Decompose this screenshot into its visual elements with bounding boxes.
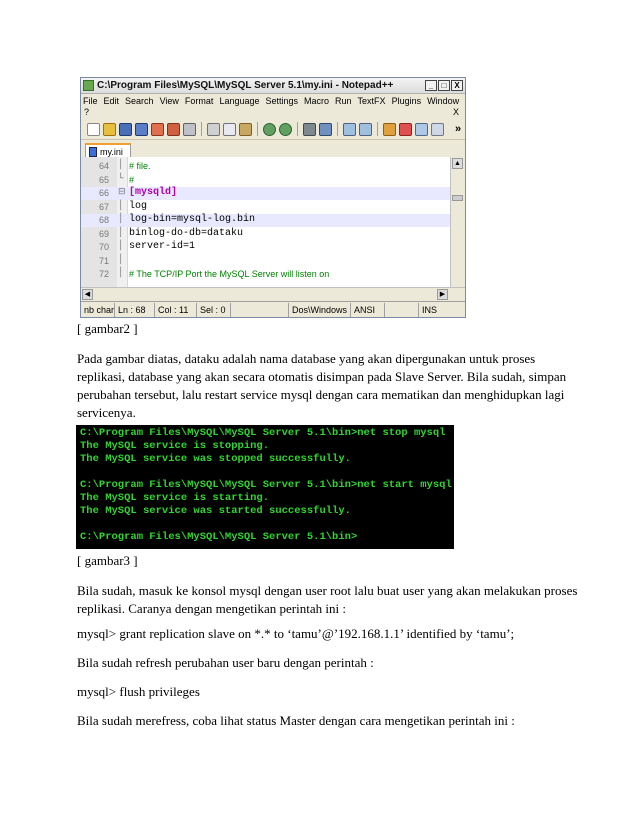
mysql-grant-command: mysql> grant replication slave on *.* to ‘tamu’@’192.168.1.1’ identified by ‘tamu’; bbox=[77, 626, 515, 641]
menu-edit[interactable]: Edit bbox=[103, 95, 120, 106]
editor-area[interactable] bbox=[81, 157, 465, 287]
paragraph-4: Bila sudah merefress, coba lihat status Master dengan cara mengetikan perintah ini : bbox=[77, 713, 515, 728]
horizontal-scrollbar[interactable] bbox=[81, 287, 465, 301]
close-document-button[interactable]: X bbox=[452, 107, 459, 117]
line-number: 66 bbox=[98, 188, 109, 198]
close-file-icon[interactable] bbox=[151, 123, 164, 136]
scroll-right-icon[interactable]: ▶ bbox=[437, 289, 448, 300]
fold-line-marker: │ bbox=[118, 268, 124, 278]
paragraph-1: Pada gambar diatas, dataku adalah nama database yang akan dipergunakan untuk proses replikasi, database yang akan secara otomatis disimpan pada Slave Server. Bila sudah, simpan perubahan tersebut, lalu restart service mysql dengan cara mematikan dan menghidupkan lagi servicenya. bbox=[77, 351, 567, 420]
toolbar bbox=[81, 119, 465, 140]
save-all-icon[interactable] bbox=[135, 123, 148, 136]
toolbar-separator bbox=[297, 122, 298, 136]
code-line bbox=[81, 241, 451, 254]
status-eol: Dos\Windows bbox=[289, 303, 351, 317]
print-icon[interactable] bbox=[183, 123, 196, 136]
console-line: The MySQL service was stopped successfully. bbox=[80, 453, 351, 465]
toolbar-separator bbox=[257, 122, 258, 136]
maximize-button[interactable]: □ bbox=[438, 80, 450, 91]
code-line bbox=[81, 201, 451, 214]
code-text: # file. bbox=[129, 161, 151, 171]
scroll-left-icon[interactable]: ◀ bbox=[82, 289, 93, 300]
fold-line-marker: │ bbox=[118, 214, 124, 224]
toolbar-separator bbox=[201, 122, 202, 136]
menu-bar-row2 bbox=[81, 107, 465, 119]
code-text: [mysqld] bbox=[129, 187, 178, 198]
minimize-button[interactable]: _ bbox=[425, 80, 437, 91]
tab-label: my.ini bbox=[100, 146, 123, 157]
code-line bbox=[81, 214, 451, 227]
fold-line-marker: │ bbox=[118, 254, 124, 265]
line-number: 70 bbox=[98, 242, 109, 252]
fold-line-marker: │ bbox=[118, 241, 124, 251]
replace-icon[interactable] bbox=[319, 123, 332, 136]
menu-help[interactable]: ? bbox=[84, 107, 90, 117]
fold-line-marker: └ bbox=[118, 173, 124, 184]
status-line: Ln : 68 bbox=[115, 303, 155, 317]
menu-view[interactable]: View bbox=[159, 95, 179, 106]
file-saved-icon bbox=[89, 147, 97, 157]
fold-collapse-icon[interactable]: ⊟ bbox=[118, 187, 126, 197]
console-line: C:\Program Files\MySQL\MySQL Server 5.1\bin>net stop mysql bbox=[80, 427, 446, 439]
status-length: nb char bbox=[81, 303, 115, 317]
code-line bbox=[81, 174, 451, 187]
console-line: The MySQL service is starting. bbox=[80, 492, 270, 504]
paragraph-3: Bila sudah refresh perubahan user baru dengan perintah : bbox=[77, 655, 374, 670]
vertical-scrollbar[interactable] bbox=[450, 157, 465, 287]
window-title: C:\Program Files\MySQL\MySQL Server 5.1\my.ini - Notepad++ bbox=[97, 80, 394, 91]
status-blank bbox=[231, 303, 289, 317]
fold-line-marker: │ bbox=[118, 200, 124, 211]
caption-gambar3: [ gambar3 ] bbox=[77, 553, 138, 568]
code-text: log bbox=[129, 200, 148, 212]
open-folder-icon[interactable] bbox=[103, 123, 116, 136]
line-number: 69 bbox=[98, 228, 109, 239]
console-line: The MySQL service was started successfully. bbox=[80, 505, 351, 517]
code-text: log-bin=mysql-log.bin bbox=[129, 214, 256, 225]
menu-file[interactable]: File bbox=[83, 95, 98, 106]
menu-search[interactable]: Search bbox=[125, 95, 154, 106]
redo-icon[interactable] bbox=[279, 123, 292, 136]
wrap-icon[interactable] bbox=[399, 123, 412, 136]
code-line bbox=[81, 228, 451, 241]
toolbar-separator bbox=[377, 122, 378, 136]
line-number: 68 bbox=[98, 215, 109, 225]
notepad-screenshot bbox=[80, 77, 466, 318]
menu-window[interactable]: Window bbox=[427, 95, 460, 106]
indent-guide-icon[interactable] bbox=[415, 123, 428, 136]
scroll-thumb[interactable] bbox=[452, 195, 463, 201]
code-line bbox=[81, 160, 451, 173]
cut-icon[interactable] bbox=[207, 123, 220, 136]
console-line: C:\Program Files\MySQL\MySQL Server 5.1\bin> bbox=[80, 531, 358, 543]
code-line bbox=[81, 255, 451, 268]
console-line: The MySQL service is stopping. bbox=[80, 440, 270, 452]
sync-scroll-icon[interactable] bbox=[383, 123, 396, 136]
paste-icon[interactable] bbox=[239, 123, 252, 136]
status-selection: Sel : 0 bbox=[197, 303, 231, 317]
console-screenshot bbox=[76, 425, 454, 549]
status-column: Col : 11 bbox=[155, 303, 197, 317]
line-number: 65 bbox=[98, 174, 109, 185]
menu-textfx[interactable]: TextFX bbox=[357, 95, 386, 106]
menu-format[interactable]: Format bbox=[184, 95, 214, 106]
menu-language[interactable]: Language bbox=[219, 95, 260, 106]
toolbar-separator bbox=[337, 122, 338, 136]
show-all-icon[interactable] bbox=[431, 123, 444, 136]
close-button[interactable]: X bbox=[451, 80, 463, 91]
copy-icon[interactable] bbox=[223, 123, 236, 136]
find-icon[interactable] bbox=[303, 123, 316, 136]
code-text: # The TCP/IP Port the MySQL Server will listen on bbox=[129, 269, 330, 279]
code-line bbox=[81, 187, 451, 200]
menu-bar bbox=[81, 94, 465, 107]
menu-plugins[interactable]: Plugins bbox=[391, 95, 422, 106]
fold-line-marker: │ bbox=[118, 227, 124, 238]
zoom-out-icon[interactable] bbox=[359, 123, 372, 136]
line-number: 67 bbox=[98, 201, 109, 212]
paragraph-2: Bila sudah, masuk ke konsol mysql dengan user root lalu buat user yang akan melakukan proses replikasi. Caranya dengan mengetikan perintah ini : bbox=[77, 583, 578, 616]
mysql-flush-command: mysql> flush privileges bbox=[77, 684, 200, 699]
caption-gambar2: [ gambar2 ] bbox=[77, 321, 138, 336]
line-number: 72 bbox=[98, 269, 109, 279]
status-bar bbox=[81, 301, 465, 318]
zoom-in-icon[interactable] bbox=[343, 123, 356, 136]
fold-line-marker: │ bbox=[118, 160, 124, 170]
menu-settings[interactable]: Settings bbox=[265, 95, 299, 106]
window-titlebar[interactable] bbox=[81, 78, 465, 94]
tab-my-ini[interactable] bbox=[85, 143, 131, 158]
code-text: server-id=1 bbox=[129, 241, 196, 252]
close-all-icon[interactable] bbox=[167, 123, 180, 136]
notepad-app-icon bbox=[83, 80, 94, 91]
menu-macro[interactable]: Macro bbox=[304, 95, 330, 106]
code-line bbox=[81, 268, 451, 281]
status-blank2 bbox=[385, 303, 419, 317]
toolbar-more-icon[interactable]: » bbox=[455, 123, 462, 135]
line-number: 71 bbox=[98, 255, 109, 266]
menu-run[interactable]: Run bbox=[335, 95, 352, 106]
code-text: binlog-do-db=dataku bbox=[129, 227, 244, 239]
new-file-icon[interactable] bbox=[87, 123, 100, 136]
console-line: C:\Program Files\MySQL\MySQL Server 5.1\bin>net start mysql bbox=[80, 479, 452, 491]
undo-icon[interactable] bbox=[263, 123, 276, 136]
scroll-up-icon[interactable]: ▲ bbox=[452, 158, 463, 169]
code-text: # bbox=[129, 174, 135, 185]
save-icon[interactable] bbox=[119, 123, 132, 136]
status-insert-mode: INS bbox=[422, 305, 438, 315]
status-encoding: ANSI bbox=[351, 303, 385, 317]
line-number: 64 bbox=[98, 161, 109, 171]
